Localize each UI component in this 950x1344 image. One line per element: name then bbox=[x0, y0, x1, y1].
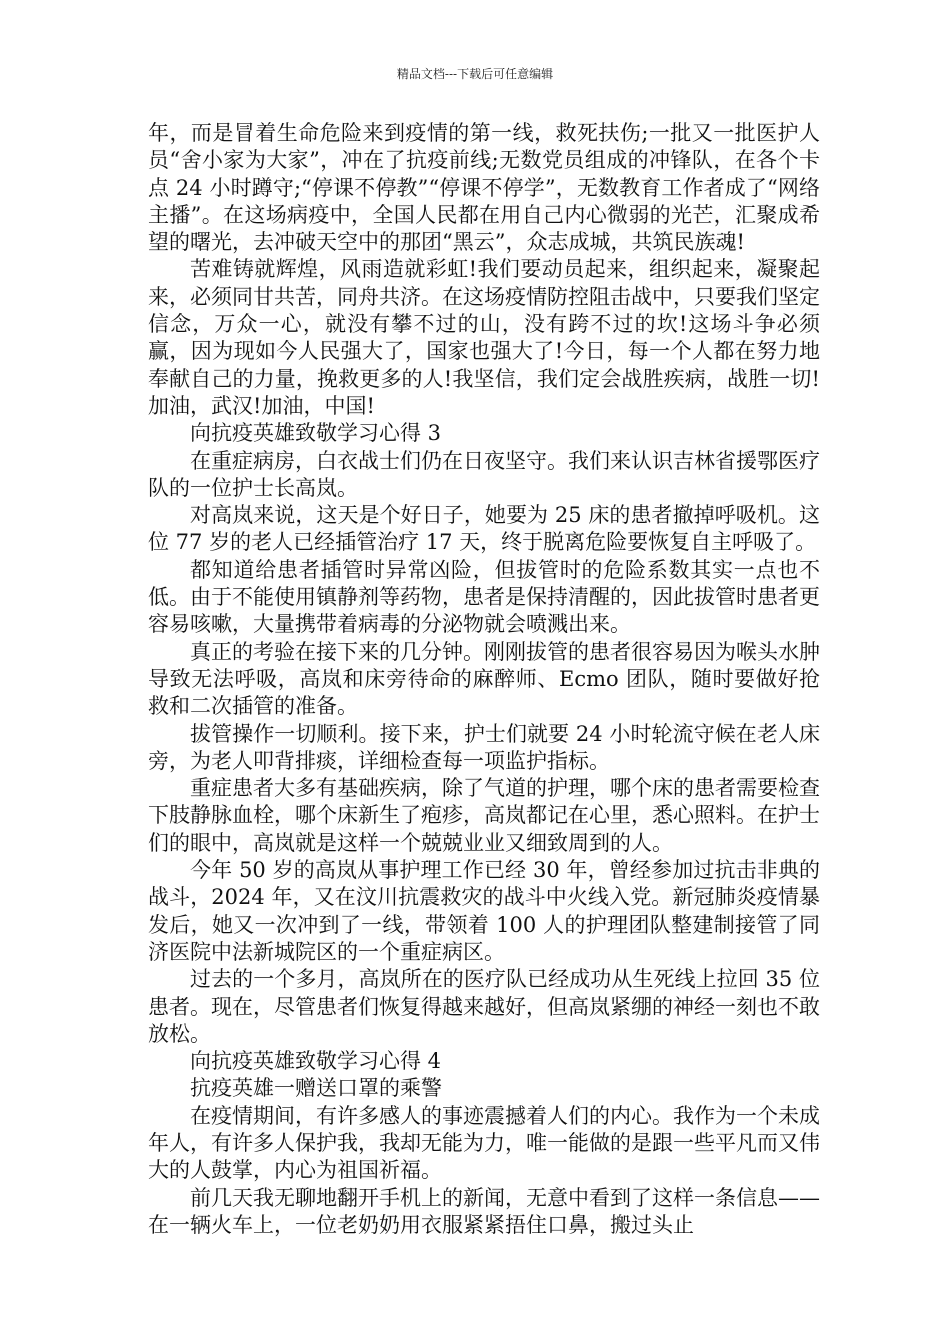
paragraph: 对高岚来说，这天是个好日子，她要为 25 床的患者撤掉呼吸机。这位 77 岁的老人已经插管治疗 17 天，终于脱离危险要恢复自主呼吸了。 bbox=[148, 503, 820, 555]
paragraph: 在疫情期间，有许多感人的事迹震撼着人们的内心。我作为一个未成年人，有许多人保护我，我却无能为力，唯一能做的是跟一些平凡而又伟大的人鼓掌，内心为祖国祈福。 bbox=[148, 1103, 820, 1183]
section-heading: 向抗疫英雄致敬学习心得 4 bbox=[190, 1049, 442, 1074]
paragraph: 真正的考验在接下来的几分钟。刚刚拔管的患者很容易因为喉头水肿导致无法呼吸，高岚和床旁待命的麻醉师、Ecmo 团队，随时要做好抢救和二次插管的准备。 bbox=[148, 639, 820, 719]
section-subtitle: 抗疫英雄一赠送口罩的乘警 bbox=[190, 1076, 442, 1101]
paragraph: 过去的一个多月，高岚所在的医疗队已经成功从生死线上拉回 35 位患者。现在，尽管患者们恢复得越来越好，但高岚紧绷的神经一刻也不敢放松。 bbox=[148, 967, 820, 1046]
paragraph: 今年 50 岁的高岚从事护理工作已经 30 年，曾经参加过抗击非典的战斗，2024 年，又在汶川抗震救灾的战斗中火线入党。新冠肺炎疫情暴发后，她又一次冲到了一线，带领着 100 人的护理团队整建制接管了同济医院中法新城院区的一个重症病区。 bbox=[148, 858, 820, 964]
paragraph: 在重症病房，白衣战士们仍在日夜坚守。我们来认识吉林省援鄂医疗队的一位护士长高岚。 bbox=[148, 448, 820, 500]
paragraph: 拔管操作一切顺利。接下来，护士们就要 24 小时轮流守候在老人床旁，为老人叩背排痰，详细检查每一项监护指标。 bbox=[148, 721, 820, 773]
document-body bbox=[148, 120, 820, 1239]
paragraph: 苦难铸就辉煌，风雨造就彩虹!我们要动员起来，组织起来，凝聚起来，必须同甘共苦，同舟共济。在这场疫情防控阻击战中，只要我们坚定信念，万众一心，就没有攀不过的山，没有跨不过的坎!这场斗争必须赢，因为现如今人民强大了，国家也强大了!今日，每一个人都在努力地奉献自己的力量，挽救更多的人!我坚信，我们定会战胜疾病，战胜一切!加油，武汉!加油，中国! bbox=[148, 257, 820, 418]
paragraph: 前几天我无聊地翻开手机上的新闻，无意中看到了这样一条信息——在一辆火车上，一位老奶奶用衣服紧紧捂住口鼻，搬过头止 bbox=[148, 1185, 820, 1237]
page-header: 精品文档---下载后可任意编辑 bbox=[396, 67, 554, 81]
paragraph: 都知道给患者插管时异常凶险，但拔管时的危险系数其实一点也不低。由于不能使用镇静剂等药物，患者是保持清醒的，因此拔管时患者更容易咳嗽，大量携带着病毒的分泌物就会喷溅出来。 bbox=[148, 557, 820, 637]
paragraph: 重症患者大多有基础疾病，除了气道的护理，哪个床的患者需要检查下肢静脉血栓，哪个床新生了疱疹，高岚都记在心里，悉心照料。在护士们的眼中，高岚就是这样一个兢兢业业又细致周到的人。 bbox=[148, 776, 820, 855]
section-heading: 向抗疫英雄致敬学习心得 3 bbox=[190, 421, 442, 446]
paragraph: 年，而是冒着生命危险来到疫情的第一线，救死扶伤;一批又一批医护人员“舍小家为大家”，冲在了抗疫前线;无数党员组成的冲锋队，在各个卡点 24 小时蹲守;“停课不停教”“停课不停学”，无数教育工作者成了“网络主播”。在这场病疫中，全国人民都在用自己内心微弱的光芒，汇聚成希望的曙光，去冲破天空中的那团“黑云”，众志成城，共筑民族魂! bbox=[148, 121, 820, 255]
